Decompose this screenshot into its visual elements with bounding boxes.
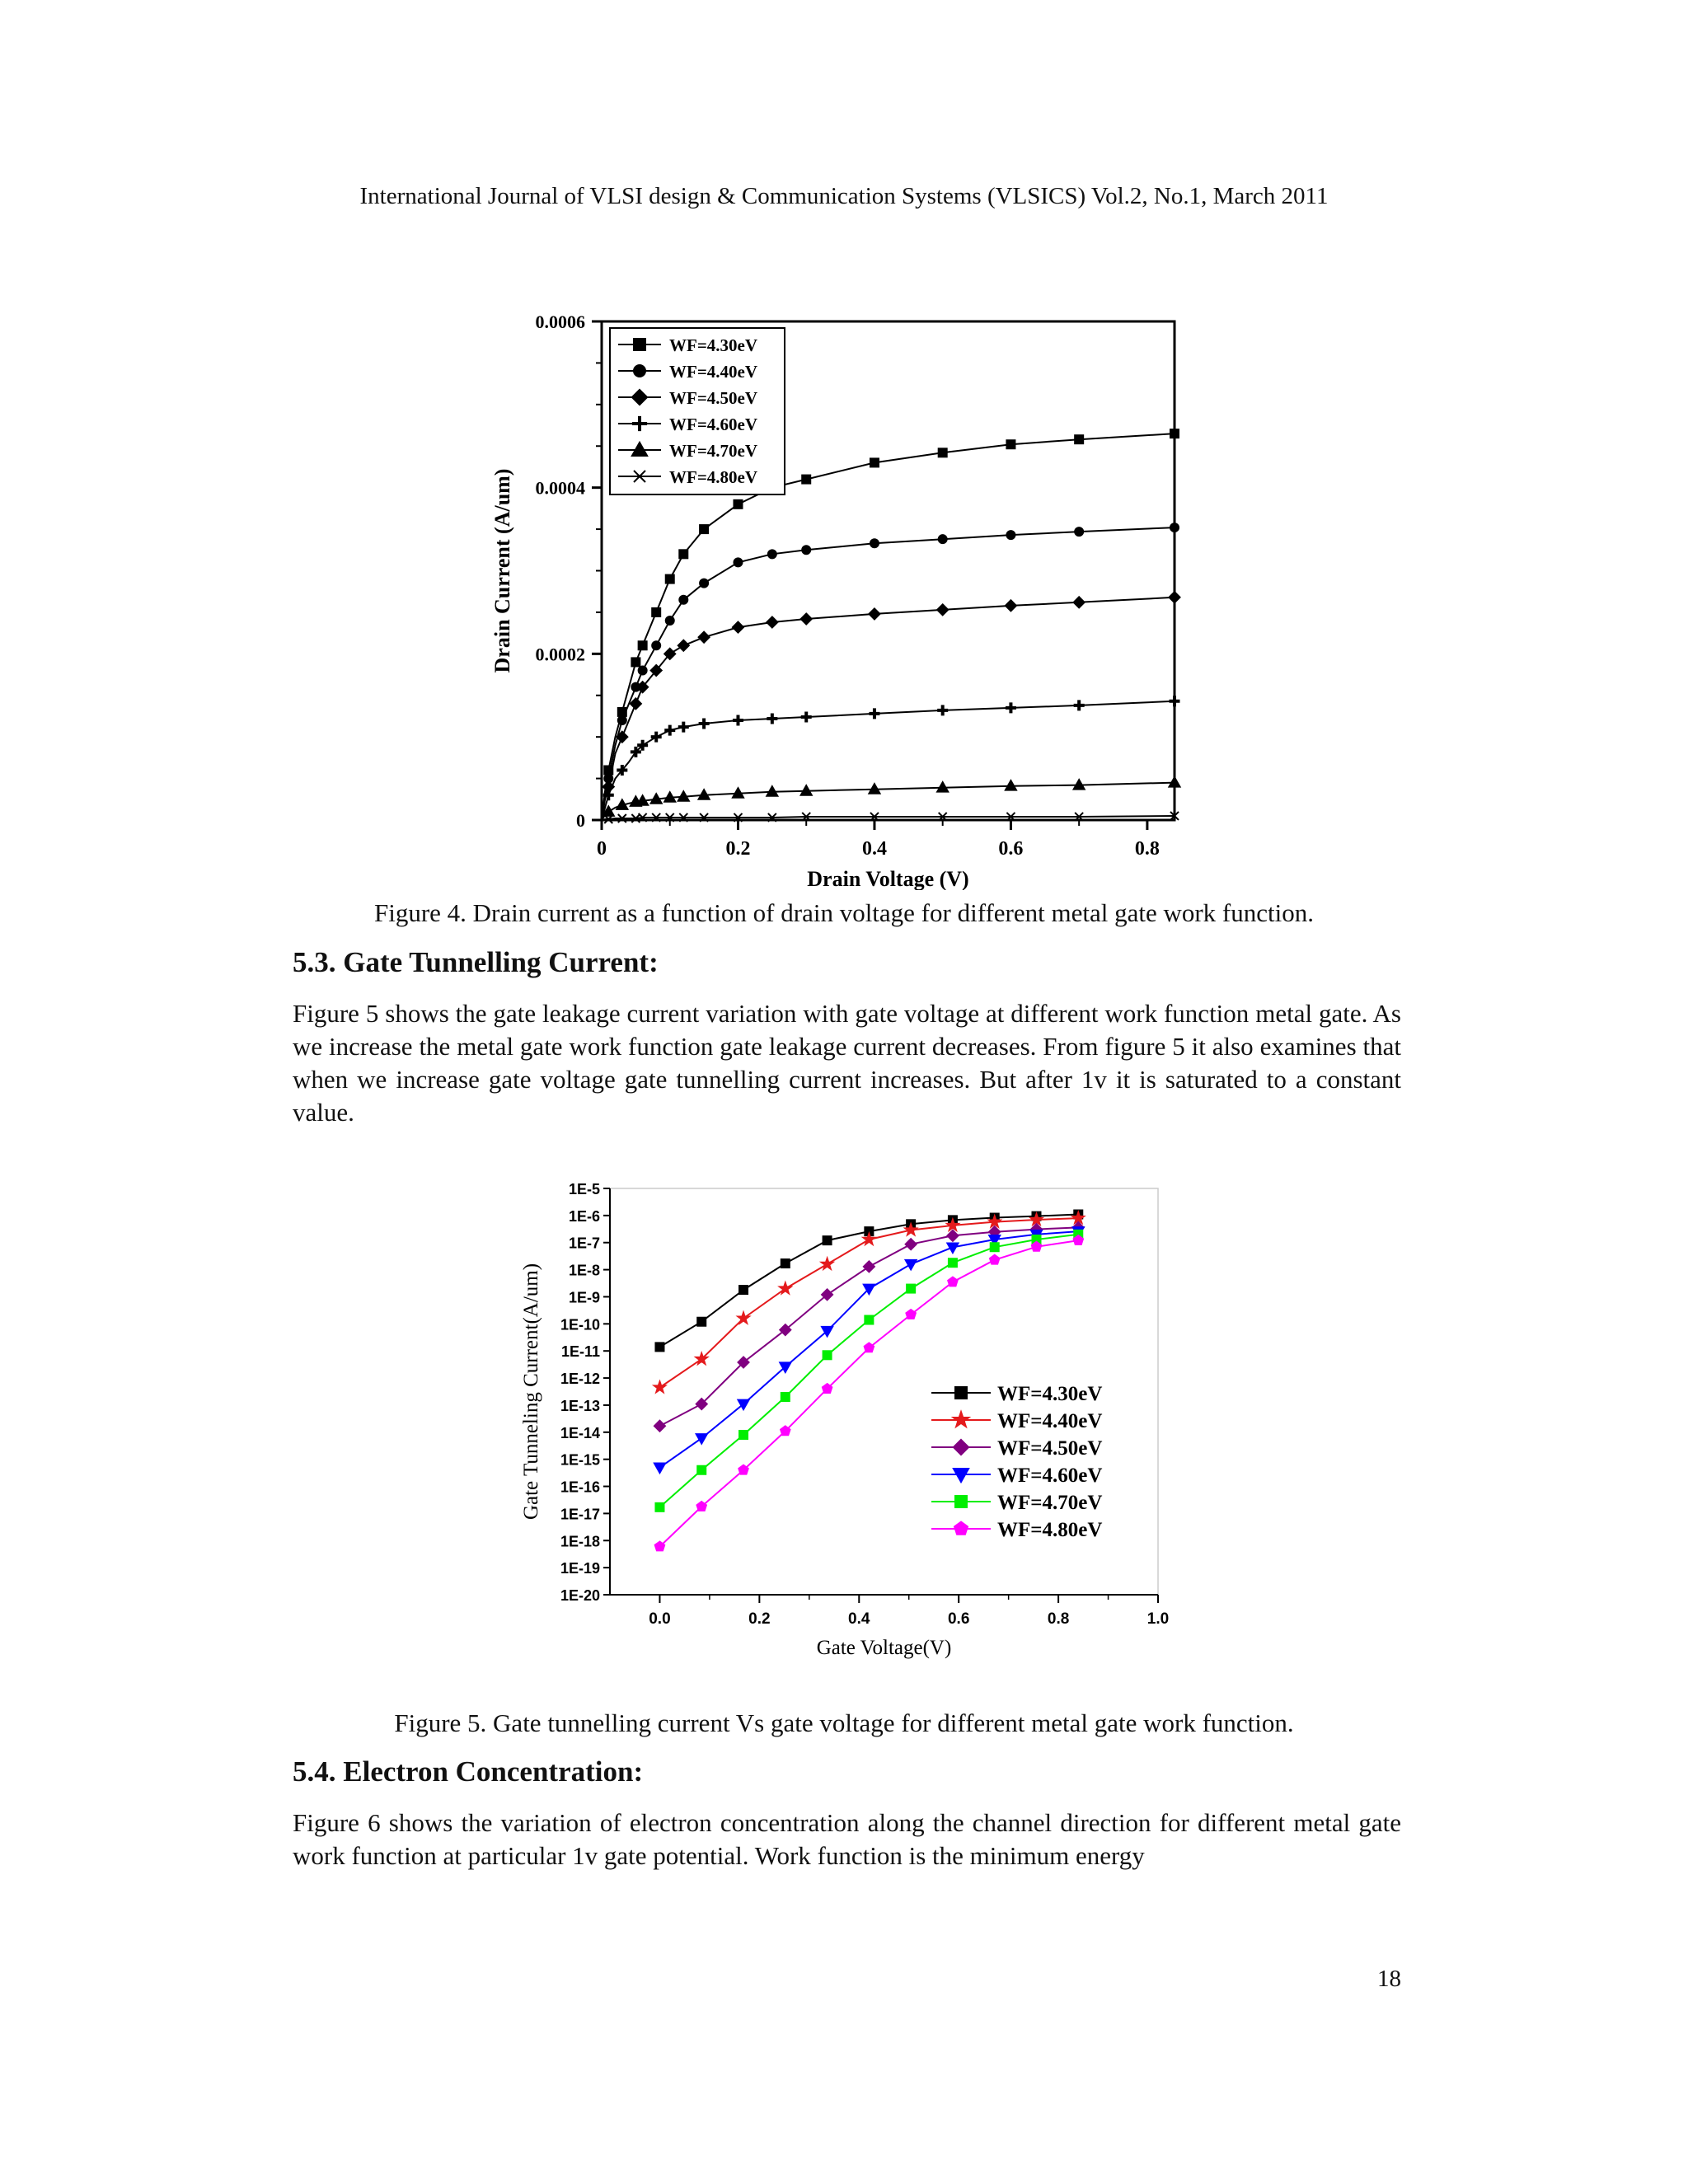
x-tick-label: 1.0 xyxy=(1146,1610,1170,1628)
data-point xyxy=(781,1259,790,1268)
page-number: 18 xyxy=(1377,1966,1401,1992)
data-point xyxy=(654,1464,665,1474)
data-point xyxy=(991,1243,999,1251)
y-tick-label: 1E-7 xyxy=(568,1235,600,1252)
data-point xyxy=(654,1382,665,1393)
legend-label: WF=4.40eV xyxy=(669,362,758,382)
data-point xyxy=(697,1318,706,1326)
y-tick-label: 0.0002 xyxy=(535,644,585,665)
data-point xyxy=(906,1260,917,1270)
y-tick-label: 0.0006 xyxy=(535,312,585,332)
x-tick-label: 0.6 xyxy=(947,1610,970,1628)
x-tick-label: 0.2 xyxy=(748,1610,771,1628)
y-axis-label: Drain Current (A/um) xyxy=(490,468,514,673)
data-point xyxy=(655,1343,663,1351)
legend-marker xyxy=(955,1387,967,1399)
x-tick-label: 0.0 xyxy=(649,1610,671,1628)
legend-marker xyxy=(954,1440,968,1455)
data-point xyxy=(948,1277,957,1286)
y-tick-label: 0.0004 xyxy=(535,477,585,499)
y-tick-label: 1E-9 xyxy=(568,1289,600,1306)
y-axis-label: Gate Tunneling Current(A/um) xyxy=(520,1263,542,1521)
y-tick-label: 1E-17 xyxy=(560,1506,600,1523)
y-tick-label: 1E-8 xyxy=(568,1262,600,1279)
section-5-3-paragraph: Figure 5 shows the gate leakage current variation with gate voltage at different work function metal gate. As we increase the metal gate work function gate leakage current decreases. From figure 5 it also examines that when we increase gate voltage gate tunnelling current increases. But after 1v it is saturated to a constant value. xyxy=(293,999,1401,1127)
y-tick-label: 1E-12 xyxy=(560,1371,600,1388)
x-axis-label: Drain Voltage (V) xyxy=(807,867,969,890)
y-tick-label: 1E-10 xyxy=(560,1316,600,1333)
y-tick-label: 1E-19 xyxy=(560,1560,600,1577)
data-point xyxy=(949,1258,957,1267)
legend-marker xyxy=(954,1412,969,1427)
y-tick-label: 1E-11 xyxy=(560,1343,600,1361)
data-point xyxy=(907,1285,915,1293)
data-point xyxy=(654,1421,665,1432)
x-tick-label: 0.4 xyxy=(861,838,887,860)
legend-label: WF=4.80eV xyxy=(997,1519,1103,1541)
data-point xyxy=(781,1393,790,1401)
x-tick-label: 0.6 xyxy=(998,838,1024,860)
legend-label: WF=4.50eV xyxy=(997,1437,1103,1460)
legend-label: WF=4.40eV xyxy=(997,1410,1103,1432)
legend-label: WF=4.30eV xyxy=(997,1383,1103,1405)
x-tick-label: 0.4 xyxy=(848,1610,870,1628)
legend-label: WF=4.60eV xyxy=(669,415,758,434)
legend-label: WF=4.60eV xyxy=(997,1465,1103,1487)
data-point xyxy=(697,1466,706,1474)
y-tick-label: 1E-6 xyxy=(568,1207,600,1225)
legend-label: WF=4.70eV xyxy=(997,1492,1103,1514)
data-point xyxy=(696,1434,707,1444)
y-tick-label: 1E-18 xyxy=(560,1533,600,1550)
legend-label: WF=4.80eV xyxy=(669,467,758,487)
section-5-4-heading: 5.4. Electron Concentration: xyxy=(293,1755,644,1788)
legend-marker xyxy=(954,1469,968,1482)
data-point xyxy=(823,1236,832,1244)
legend-label: WF=4.50eV xyxy=(669,388,758,408)
y-tick-label: 1E-14 xyxy=(560,1424,600,1441)
data-point xyxy=(990,1255,999,1264)
data-point xyxy=(823,1351,832,1359)
y-tick-label: 1E-20 xyxy=(560,1587,600,1604)
figure-5-caption: Figure 5. Gate tunnelling current Vs gate voltage for different metal gate work function. xyxy=(394,1708,1294,1737)
x-tick-label: 0.8 xyxy=(1134,838,1160,860)
running-header: International Journal of VLSI design & Communication Systems (VLSICS) Vol.2, No.1, March 2011 xyxy=(359,183,1329,209)
series-WF=4.40eV xyxy=(654,1212,1084,1392)
y-tick-label: 0 xyxy=(576,810,585,831)
y-tick-label: 1E-13 xyxy=(560,1397,600,1414)
data-point xyxy=(947,1230,958,1241)
x-axis-label: Gate Voltage(V) xyxy=(816,1637,952,1659)
figure-4-caption: Figure 4. Drain current as a function of drain voltage for different metal gate work function. xyxy=(373,898,1314,927)
data-point xyxy=(739,1431,748,1439)
y-tick-label: 1E-16 xyxy=(560,1479,600,1496)
y-tick-label: 1E-15 xyxy=(560,1451,600,1469)
data-point xyxy=(906,1239,917,1249)
data-point xyxy=(865,1316,873,1324)
data-point xyxy=(739,1286,748,1294)
legend-marker xyxy=(955,1496,967,1507)
legend-label: WF=4.30eV xyxy=(669,335,758,355)
data-point xyxy=(864,1261,874,1272)
x-tick-label: 0.2 xyxy=(725,838,751,860)
data-point xyxy=(655,1503,663,1511)
section-5-3-heading: 5.3. Gate Tunnelling Current: xyxy=(293,946,659,978)
legend-marker xyxy=(954,1522,968,1535)
section-5-4-paragraph: Figure 6 shows the variation of electron concentration along the channel direction for different metal gate work function at particular 1v gate potential. Work function is the minimum energy xyxy=(293,1808,1401,1870)
y-tick-label: 1E-5 xyxy=(568,1181,600,1197)
x-tick-label: 0.8 xyxy=(1047,1610,1070,1628)
legend-label: WF=4.70eV xyxy=(669,441,758,461)
x-tick-label: 0 xyxy=(597,838,607,860)
